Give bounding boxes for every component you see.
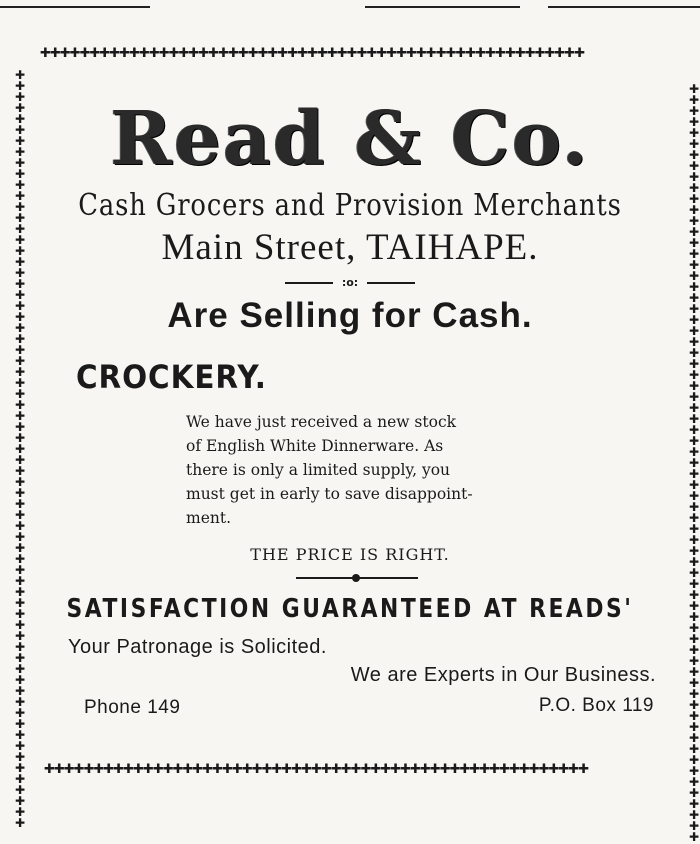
bottom-ornament-border: ✚✚✚✚✚✚✚✚✚✚✚✚✚✚✚✚✚✚✚✚✚✚✚✚✚✚✚✚✚✚✚✚✚✚✚✚✚✚✚✚✚✚✚✚✚✚✚✚✚✚✚✚✚✚✚ [44,762,589,777]
top-ornament-border: ✚✚✚✚✚✚✚✚✚✚✚✚✚✚✚✚✚✚✚✚✚✚✚✚✚✚✚✚✚✚✚✚✚✚✚✚✚✚✚✚✚✚✚✚✚✚✚✚✚✚✚✚✚✚✚ [40,46,585,61]
body-line: there is only a limited supply, you [186,461,451,479]
store-name-title: Read & Co. [110,96,590,182]
store-address: Main Street, TAIHAPE. [161,227,539,268]
po-box: P.O. Box 119 [538,695,654,716]
body-line: of English White Dinnerware. As [186,437,444,455]
headline: Are Selling for Cash. [167,296,533,335]
divider-ornament [285,276,415,290]
top-rule-right [365,6,520,8]
phone-number: Phone 149 [84,697,181,718]
left-ornament-border: ✚✚✚✚✚✚✚✚✚✚✚✚✚✚✚✚✚✚✚✚✚✚✚✚✚✚✚✚✚✚✚✚✚✚✚✚✚✚✚✚✚✚✚✚✚✚✚✚✚✚✚✚✚✚✚✚✚✚✚✚✚✚✚✚✚✚✚✚✚ [14,68,26,830]
store-subtitle: Cash Grocers and Provision Merchants [78,188,622,223]
divider-mark: :o: [341,276,359,289]
top-rule-far-right [548,6,700,8]
patronage-line: Your Patronage is Solicited. [68,636,327,658]
dot-divider [296,571,418,585]
right-ornament-border: ✚✚✚✚✚✚✚✚✚✚✚✚✚✚✚✚✚✚✚✚✚✚✚✚✚✚✚✚✚✚✚✚✚✚✚✚✚✚✚✚✚✚✚✚✚✚✚✚✚✚✚✚✚✚✚✚✚✚✚✚✚✚✚✚✚✚✚✚✚ [688,82,700,844]
experts-line: We are Experts in Our Business. [350,664,656,686]
body-paragraph [186,410,524,530]
guarantee-line: SATISFACTION GUARANTEED AT READS' [66,594,634,624]
price-line: THE PRICE IS RIGHT. [250,545,450,564]
body-line: We have just received a new stock [186,413,457,431]
body-line: ment. [186,509,232,527]
section-heading: CROCKERY. [76,358,267,396]
body-line: must get in early to save disappoint- [186,485,473,503]
top-rule-left [0,6,150,8]
